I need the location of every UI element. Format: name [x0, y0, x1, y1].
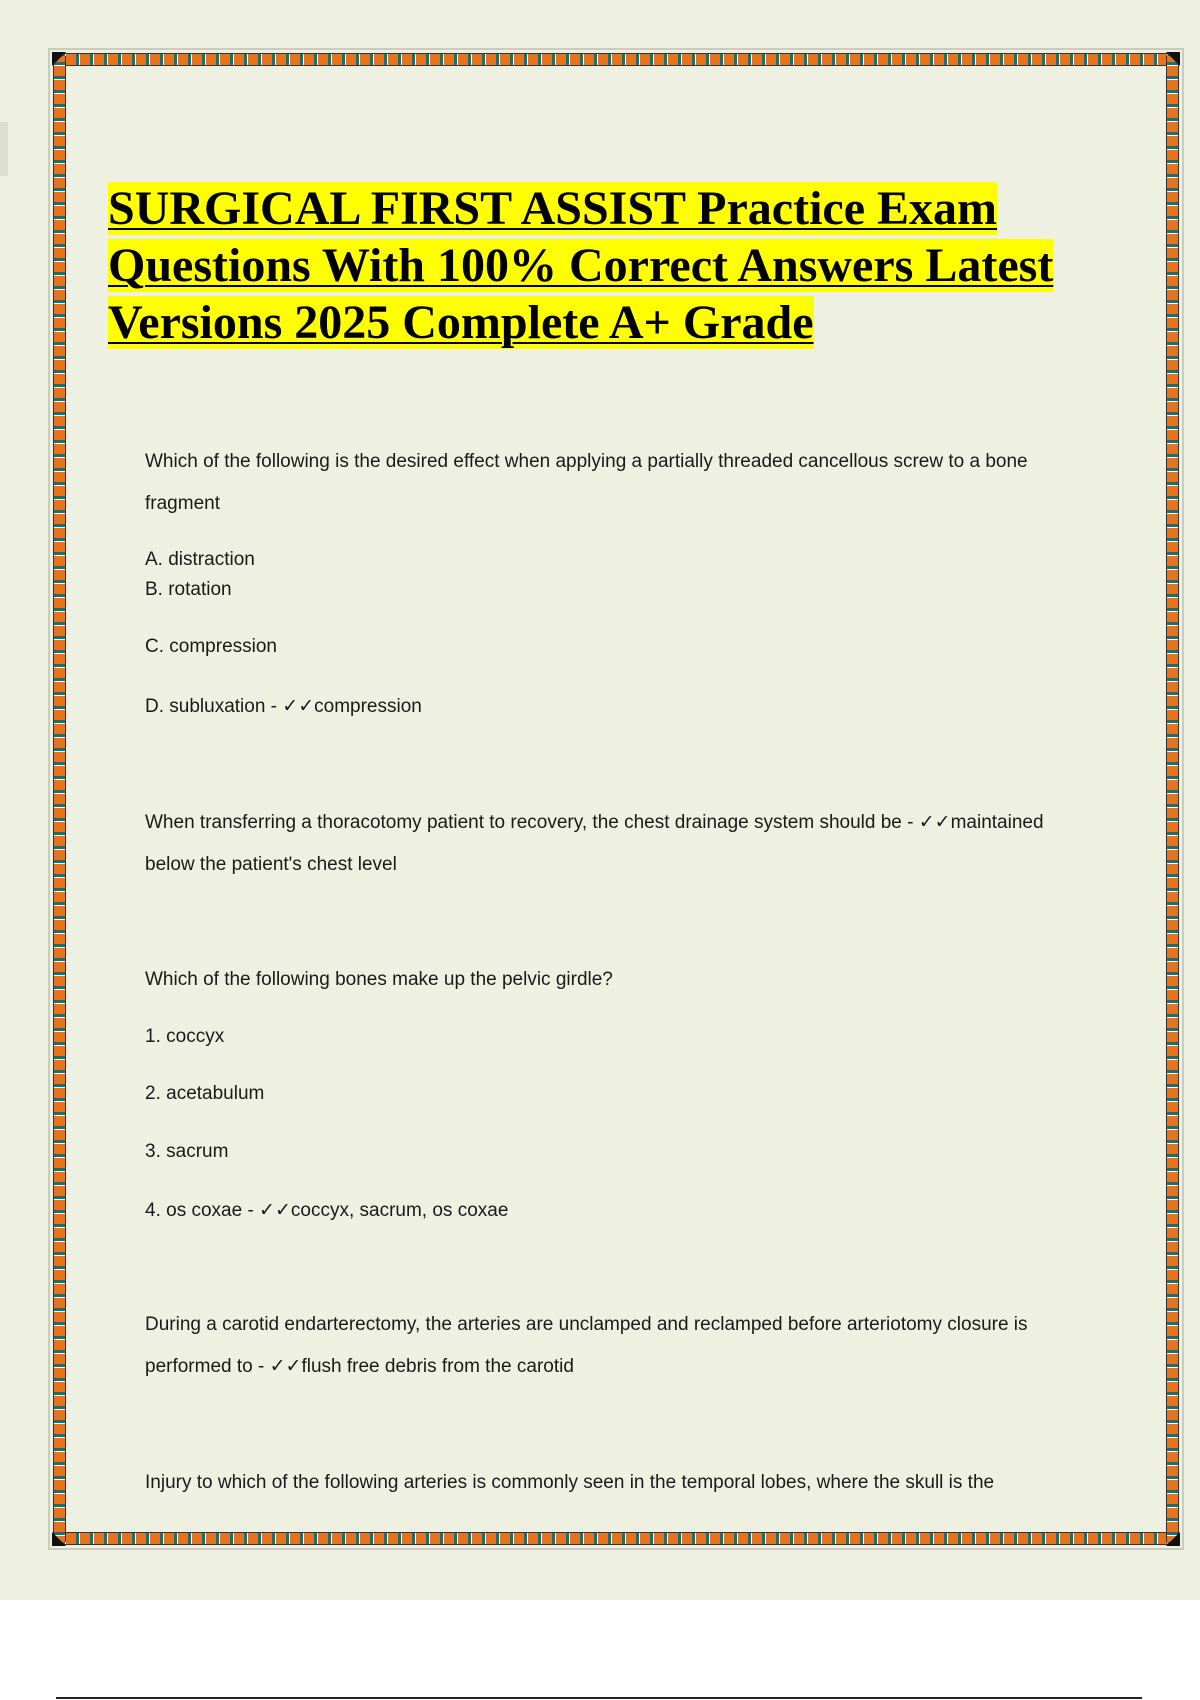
- question-3-option-4-answer: 4. os coxae - ✓✓coccyx, sacrum, os coxae: [145, 1200, 509, 1221]
- border-corner-icon: [52, 1532, 66, 1546]
- question-1-option-b: B. rotation: [145, 579, 232, 600]
- question-1-text: Which of the following is the desired effect when applying a partially threaded cancellous screw to a bone fragment: [145, 451, 1028, 514]
- border-corner-icon: [52, 52, 66, 66]
- question-3-option-2: 2. acetabulum: [145, 1083, 265, 1104]
- border-corner-icon: [1166, 1532, 1180, 1546]
- question-4-text: During a carotid endarterectomy, the arteries are unclamped and reclamped before arteriotomy closure is performed to - ✓✓flush free debris from the carotid: [145, 1314, 1028, 1377]
- border-right-stripe: [1166, 56, 1179, 1542]
- footer-divider: [56, 1697, 1142, 1699]
- border-corner-icon: [1166, 52, 1180, 66]
- question-3-option-1: 1. coccyx: [145, 1026, 225, 1047]
- title-line-3: Versions 2025 Complete A+ Grade: [108, 296, 814, 349]
- border-left-stripe: [53, 56, 66, 1542]
- question-3-option-3: 3. sacrum: [145, 1141, 229, 1162]
- question-1-option-c: C. compression: [145, 636, 277, 657]
- question-3-text: Which of the following bones make up the pelvic girdle?: [145, 969, 613, 990]
- question-1-option-d-answer: D. subluxation - ✓✓compression: [145, 696, 422, 717]
- question-1-option-a: A. distraction: [145, 549, 255, 570]
- question-2-text: When transferring a thoracotomy patient to recovery, the chest drainage system should be - ✓✓maintained below the patient's chest level: [145, 812, 1044, 875]
- document-title: [108, 180, 1108, 351]
- border-top-stripe: [56, 53, 1176, 66]
- title-line-1: SURGICAL FIRST ASSIST Practice Exam: [108, 182, 998, 235]
- title-line-2: Questions With 100% Correct Answers Latest: [108, 239, 1054, 292]
- page-edge-tab: [0, 122, 8, 176]
- question-5-text: Injury to which of the following arteries is commonly seen in the temporal lobes, where the skull is the: [145, 1472, 995, 1493]
- border-bottom-stripe: [56, 1532, 1176, 1545]
